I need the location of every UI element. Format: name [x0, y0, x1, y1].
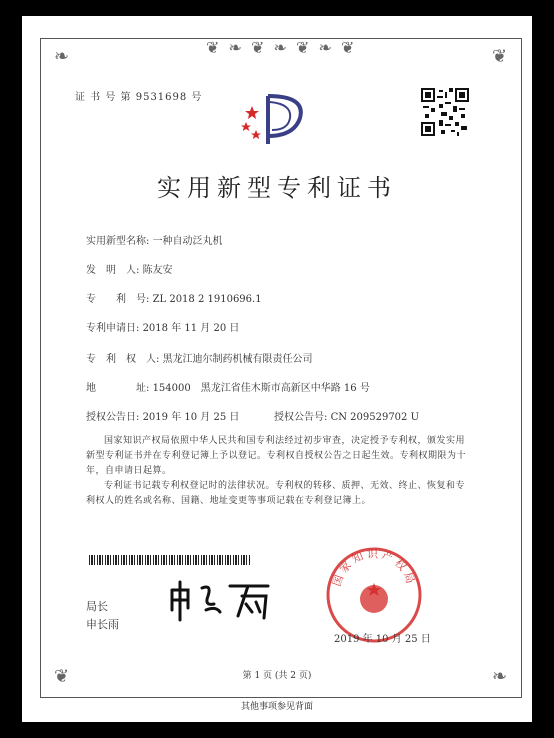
certificate-paragraph-1: 国家知识产权局依照中华人民共和国专利法经过初步审查，决定授予专利权，颁发实用新型专利证书并在专利登记簿上予以登记。专利权自授权公告之日起生效。专利权期限为十年，自申请日起算。 [86, 436, 467, 476]
seal-date: 2019 年 10 月 25 日 [334, 634, 431, 645]
field-patent-number [86, 290, 262, 305]
field-patentee [86, 350, 313, 365]
director-name: 申长雨 [86, 618, 119, 631]
seal-text: 国家知识产权局 [330, 547, 418, 589]
field-label: 专 利 号: [86, 294, 150, 305]
field-label: 专 利 权 人: [86, 354, 160, 365]
field-value: 陈友安 [142, 265, 173, 276]
footer-note: 其他事项参见背面 [240, 702, 313, 712]
cnipa-logo [238, 86, 318, 152]
field-value: 一种自动泛丸机 [152, 236, 223, 247]
field-value: 154000 黑龙江省佳木斯市高新区中华路 16 号 [152, 383, 370, 394]
svg-text:国家知识产权局 [330, 547, 418, 588]
field-value: CN 209529702 U [330, 412, 420, 423]
corner-ornament-br: ❧ [492, 666, 508, 687]
corner-ornament-tl: ❧ [54, 46, 70, 67]
field-label: 授权公告日: [86, 412, 140, 423]
field-inventor [86, 261, 173, 276]
field-value: 黑龙江迪尔制药机械有限责任公司 [162, 354, 313, 365]
field-application-date [86, 319, 239, 334]
certificate-paragraph-2: 专利证书记载专利权登记时的法律状况。专利权的转移、质押、无效、终止、恢复和专利权人的姓名或名称、国籍、地址变更等事项记载在专利登记簿上。 [86, 481, 466, 506]
page-number: 第 1 页 (共 2 页) [242, 671, 312, 681]
field-label: 实用新型名称: [86, 236, 150, 247]
corner-ornament-tr: ❦ [492, 46, 508, 67]
certificate-number: 证 书 号 第 9531698 号 [75, 92, 203, 103]
field-label: 授权公告号: [274, 412, 328, 423]
certificate-title: 实用新型专利证书 [157, 174, 397, 202]
field-label: 地 址: [86, 383, 150, 394]
field-address [86, 379, 370, 394]
field-value: 2019 年 10 月 25 日 [142, 412, 240, 423]
corner-ornament-bl: ❦ [54, 666, 70, 687]
grant-date-field [86, 408, 239, 423]
grant-number-field [274, 408, 419, 423]
handwritten-signature [168, 576, 278, 622]
top-ornament: ❦ ❧ ❦ ❧ ❦ ❧ ❦ [206, 38, 357, 57]
field-value: 2018 年 11 月 20 日 [142, 323, 240, 334]
qr-code [421, 88, 469, 136]
field-utility-model-name [86, 232, 223, 247]
barcode [89, 555, 250, 565]
field-value: ZL 2018 2 1910696.1 [152, 294, 262, 305]
field-label: 发 明 人: [86, 265, 140, 276]
field-label: 专利申请日: [86, 323, 140, 334]
director-title: 局长 [86, 600, 108, 613]
